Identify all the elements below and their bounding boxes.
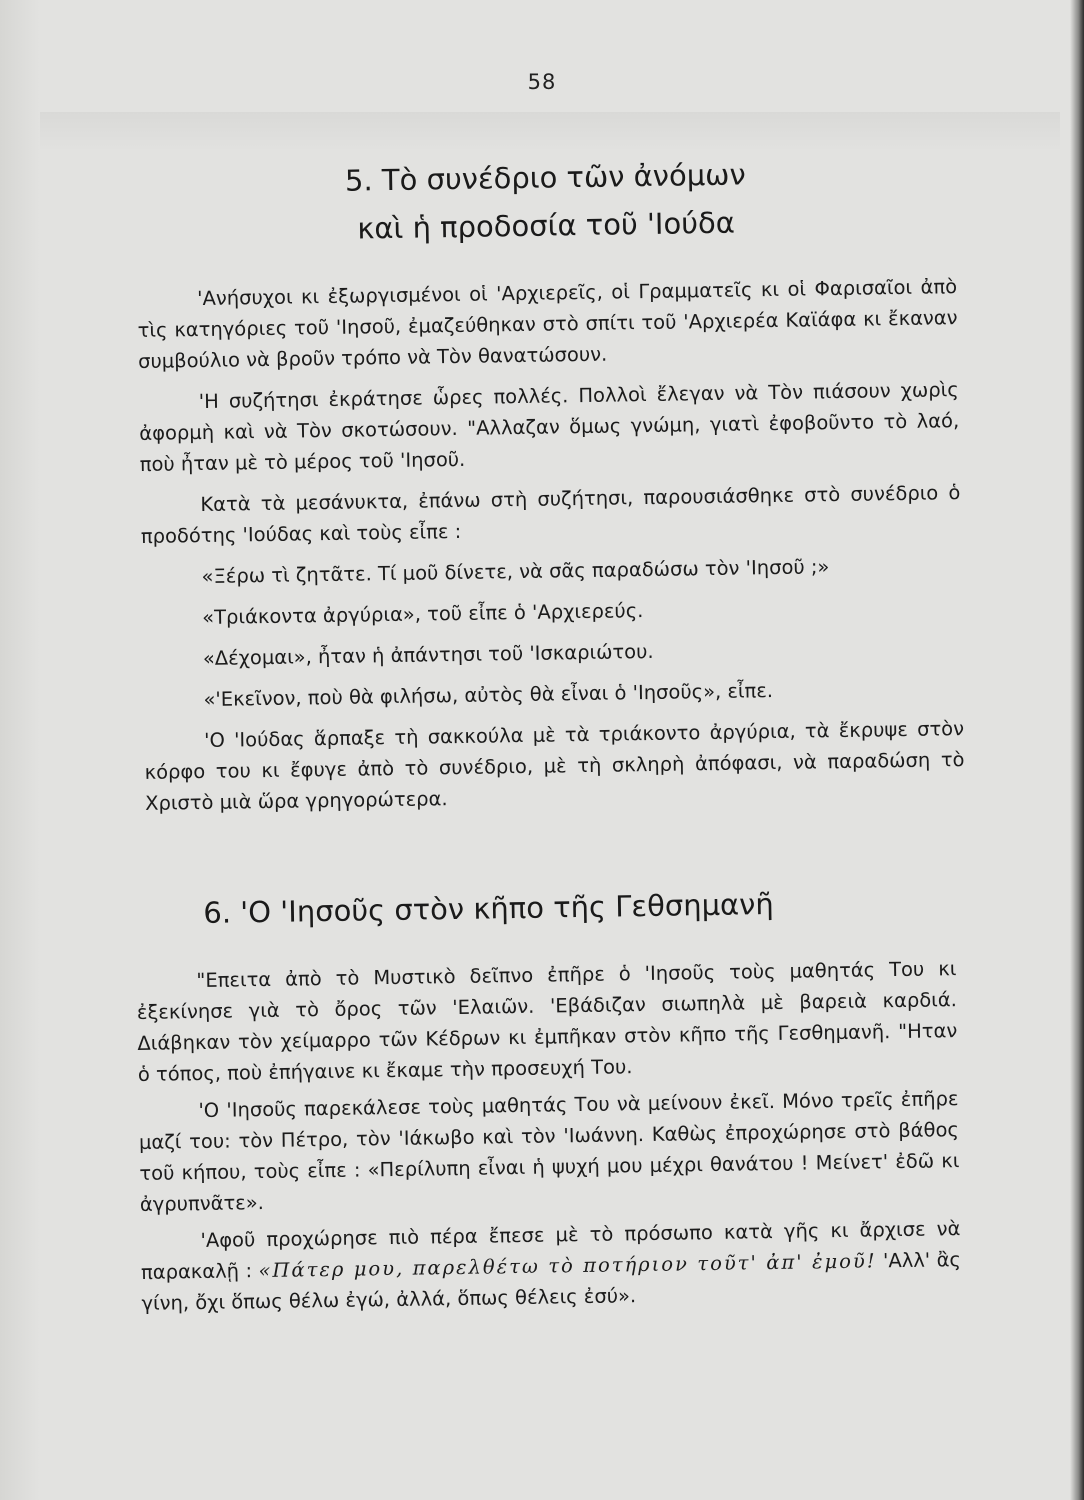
paragraph: "Επειτα ἀπὸ τὸ Μυστικὸ δεῖπνο ἐπῆρε ὁ 'Ιησοῦς τοὺς μαθητάς Του κι ἐξεκίνησε γιὰ τὸ ὄρος τῶν 'Ελαιῶν. 'Εβάδιζαν σιωπηλὰ μὲ βαρειὰ καρδιά. Διάβηκαν τὸν χείμαρρο τῶν Κέδρων κι ἐμπῆκαν στὸν κῆπο τῆς Γεσθημανῆ. "Ηταν ὁ τόπος, ποὺ ἐπήγαινε κι ἔκαμε τὴν προσευχή Του. <box>136 957 958 1086</box>
section-title: 6. 'Ο 'Ιησοῦς στὸν κῆπο τῆς Γεθσημανῆ <box>203 886 774 930</box>
dialogue-line: «Δέχομαι», ἦταν ἡ ἀπάντησι τοῦ 'Ισκαριώτου. <box>202 639 654 670</box>
dialogue-line: «Τριάκοντα ἀργύρια», τοῦ εἶπε ὁ 'Αρχιερεύς. <box>202 599 644 629</box>
section-sanhedrin <box>135 147 965 829</box>
paragraph: 'Ο 'Ιούδας ἅρπαξε τὴ σακκούλα μὲ τὰ τριάκοντο ἀργύρια, τὰ ἔκρυψε στὸν κόρφο του κι ἔφυγε ἀπὸ τὸ συνέδριο, μὲ τὴ σκληρὴ ἀπόφασι, νὰ παραδώση τὸ Χριστὸ μιὰ ὥρα γρηγορώτερα. <box>144 717 965 815</box>
paragraph: 'Ο 'Ιησοῦς παρεκάλεσε τοὺς μαθητάς Του νὰ μείνουν ἐκεῖ. Μόνο τρεῖς ἐπῆρε μαζί του: τὸν Πέτρο, τὸν 'Ιάκωβο καὶ τὸν 'Ιωάννη. Καθὼς ἐπροχώρησε στὸ βάθος τοῦ κήπου, τοὺς εἶπε : «Περίλυπη εἶναι ἡ ψυχή μου μέχρι θανάτου ! Μείνετ' ἐδῶ κι ἀγρυπνᾶτε». <box>138 1087 960 1216</box>
paragraph-text: 'Αφοῦ προχώρησε πιὸ πέρα ἔπεσε μὲ τὸ πρόσωπο κατὰ γῆς κι ἄρχισε νὰ παρακαλῇ : <box>140 1217 961 1284</box>
scan-shadow-left <box>0 0 40 1500</box>
paragraph: 'Η συζήτησι ἐκράτησε ὧρες πολλές. Πολλοὶ ἔλεγαν νὰ Τὸν πιάσουν χωρὶς ἀφορμὴ καὶ νὰ Τὸν σκοτώσουν. "Αλλαζαν ὅμως γνώμη, γιατὶ ἐφοβοῦντο τὸ λαό, ποὺ ἦταν μὲ τὸ μέρος τοῦ 'Ιησοῦ. <box>139 378 960 476</box>
paragraph: Κατὰ τὰ μεσάνυκτα, ἐπάνω στὴ συζήτησι, παρουσιάσθηκε στὸ συνέδριο ὁ προδότης 'Ιούδας καὶ τοὺς εἶπε : <box>140 481 961 548</box>
quote-continuation: 'Αλλ' ἂς γίνη, ὄχι ὅπως θέλω ἐγώ, ἀλλά, ὅπως θέλεις ἐσύ». <box>141 1248 962 1315</box>
section-title-line-2: καὶ ἡ προδοσία τοῦ 'Ιούδα <box>357 205 736 246</box>
dialogue-line: «'Εκεῖνον, ποὺ θὰ φιλήσω, αὐτὸς θὰ εἶναι ὁ 'Ιησοῦς», εἶπε. <box>203 679 774 711</box>
section-gethsemane <box>135 877 962 1325</box>
section-title <box>135 147 956 256</box>
page-number: 58 <box>527 70 557 94</box>
italic-quote: «Πάτερ μου, παρελθέτω τὸ ποτήριον τοῦτ' ἀπ' ἐμοῦ! <box>258 1249 877 1283</box>
scan-shadow-right <box>1070 0 1084 1500</box>
section-title-line-1: 5. Τὸ συνέδριο τῶν ἀνόμων <box>344 157 746 198</box>
paragraph-with-quote <box>140 1213 961 1319</box>
scan-band <box>40 112 1060 152</box>
paragraph: 'Ανήσυχοι κι ἐξωργισμένοι οἱ 'Αρχιερεῖς, οἱ Γραμματεῖς κι οἱ Φαρισαῖοι ἀπὸ τὶς κατηγόριες τοῦ 'Ιησοῦ, ἐμαζεύθηκαν στὸ σπίτι τοῦ 'Αρχιερέα Καϊάφα κι ἔκαναν συμβούλιο νὰ βροῦν τρόπο νὰ Τὸν θανατώσουν. <box>137 275 958 373</box>
dialogue-line: «Ξέρω τὶ ζητᾶτε. Τί μοῦ δίνετε, νὰ σᾶς παραδώσω τὸν 'Ιησοῦ ;» <box>201 555 830 589</box>
